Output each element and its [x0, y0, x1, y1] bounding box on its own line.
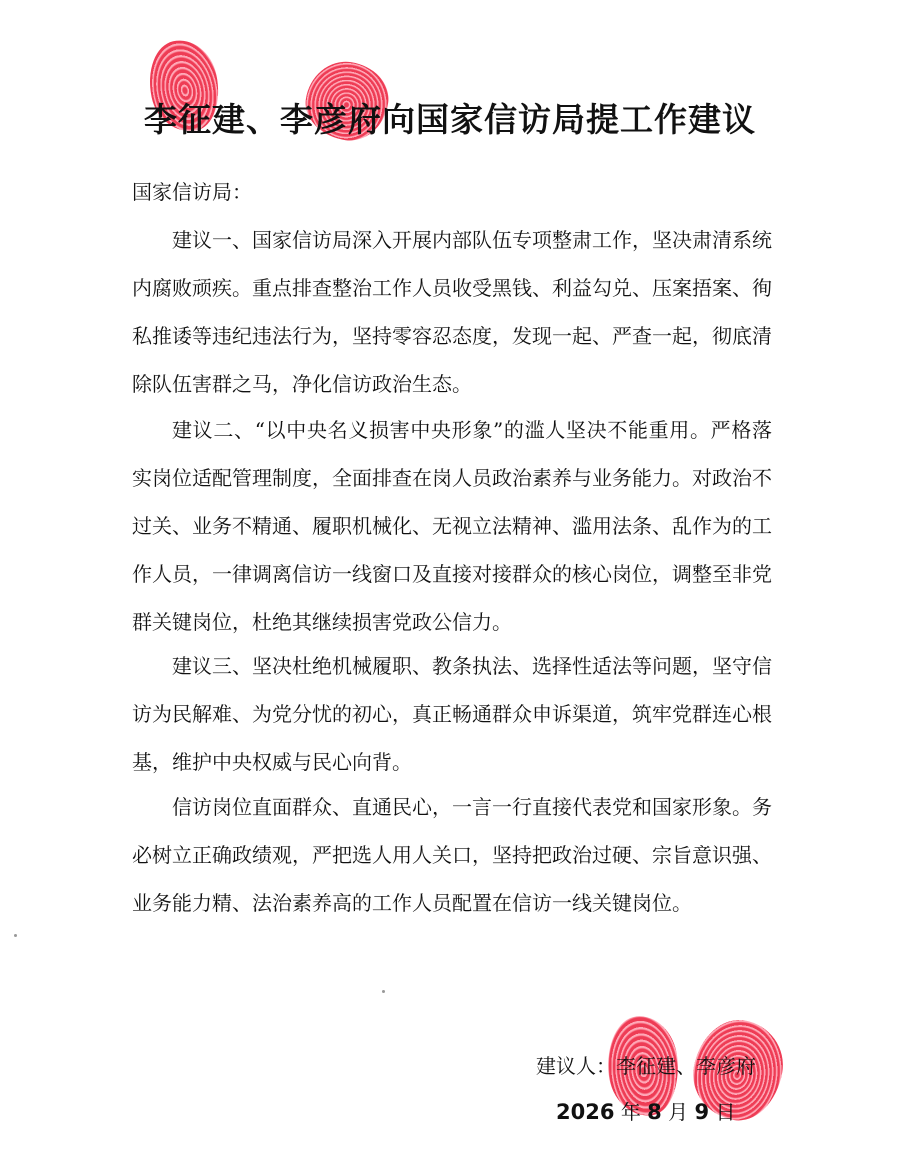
date-day: 9 — [694, 1100, 710, 1124]
date-line — [556, 1096, 736, 1125]
date-month-unit: 月 — [668, 1100, 689, 1124]
date-year-unit: 年 — [620, 1100, 641, 1124]
paragraph-suggestion-2: 建议二、“以中央名义损害中央形象”的滥人坚决不能重用。严格落实岗位适配管理制度，全面排查在岗人员政治素养与业务能力。对政治不过关、业务不精通、履职机械化、无视立法精神、滥用法条、乱作为的工作人员，一律调离信访一线窗口及直接对接群众的核心岗位，调整至非党群关键岗位，杜绝其继续损害党政公信力。 — [132, 418, 772, 634]
paragraph-suggestion-1: 建议一、国家信访局深入开展内部队伍专项整肃工作，坚决肃清系统内腐败顽疾。重点排查整治工作人员收受黑钱、利益勾兑、压案捂案、徇私推诿等违纪违法行为，坚持零容忍态度，发现一起、严查一起，彻底清除队伍害群之马，净化信访政治生态。 — [132, 228, 772, 396]
date-day-unit: 日 — [715, 1100, 736, 1124]
signer-line: 建议人：李征建、李彦府 — [536, 1054, 756, 1078]
date-month: 8 — [647, 1100, 662, 1124]
salutation: 国家信访局： — [132, 180, 252, 204]
paragraph-conclusion: 信访岗位直面群众、直通民心，一言一行直接代表党和国家形象。务必树立正确政绩观，严把选人用人关口，坚持把政治过硬、宗旨意识强、业务能力精、法治素养高的工作人员配置在信访一线关键岗位。 — [132, 795, 772, 915]
date-year: 2026 — [556, 1100, 615, 1124]
page-title: 李征建、李彦府向国家信访局提工作建议 — [144, 100, 756, 140]
scan-speck — [14, 934, 17, 937]
paragraph-suggestion-3: 建议三、坚决杜绝机械履职、教条执法、选择性适法等问题，坚守信访为民解难、为党分忧的初心，真正畅通群众申诉渠道，筑牢党群连心根基，维护中央权威与民心向背。 — [132, 654, 772, 774]
scan-speck — [382, 990, 385, 993]
